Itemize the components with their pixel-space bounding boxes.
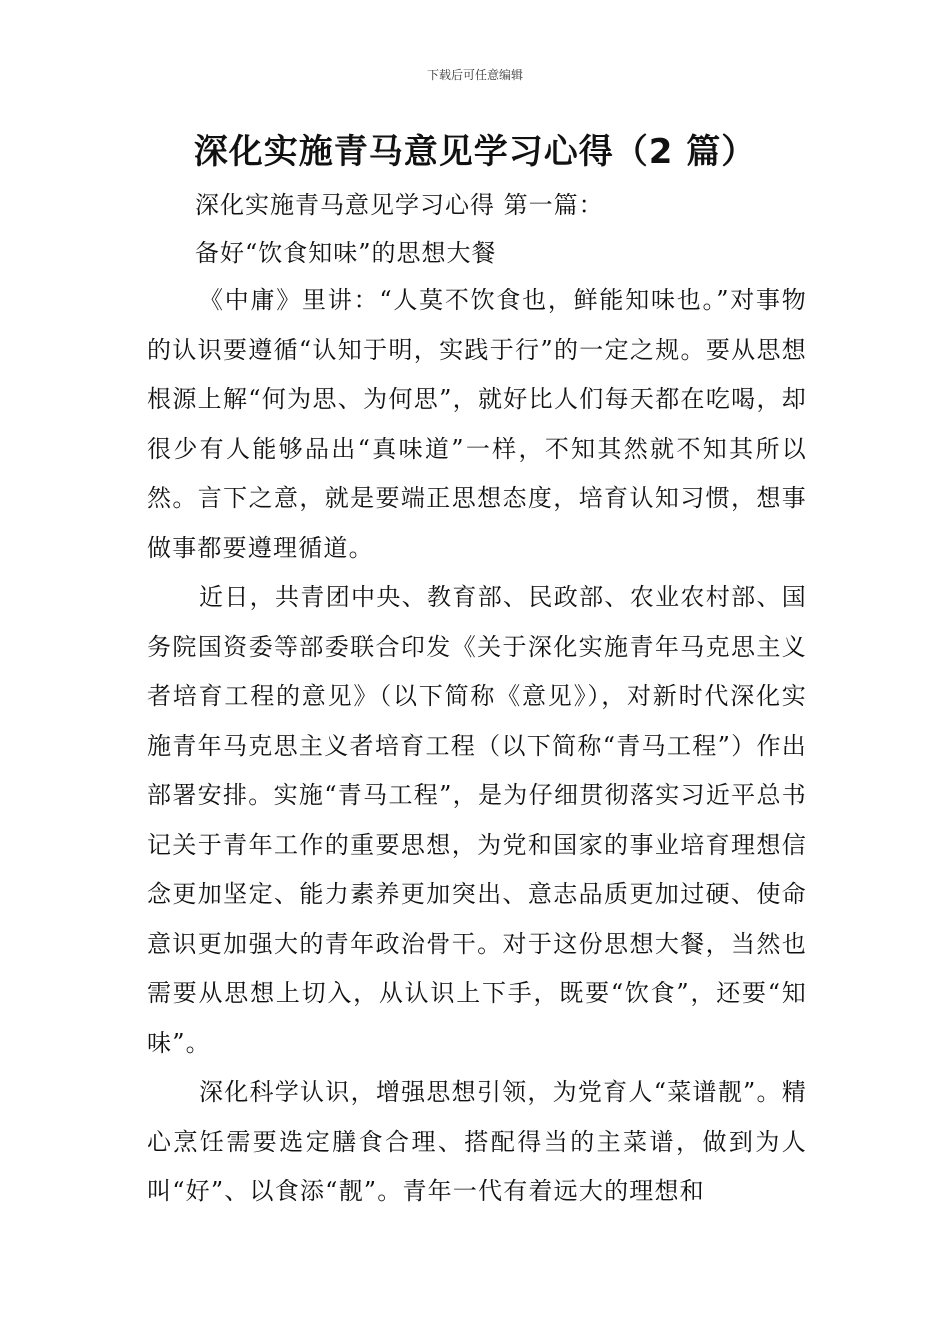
subheading-section-title: 备好“饮食知味”的思想大餐 [195,239,497,267]
paragraph-2: 近日，共青团中央、教育部、民政部、农业农村部、国务院国资委等部委联合印发《关于深化实施青年马克思主义者培育工程的意见》（以下简称《意见》），对新时代深化实施青年马克思主义者培育工程（以下简称“青马工程”）作出部署安排。实施“青马工程”，是为仔细贯彻落实习近平总书记关于青年工作的重要思想，为党和国家的事业培育理想信念更加坚定、能力素养更加突出、意志品质更加过硬、使命意识更加强大的青年政治骨干。对于这份思想大餐，当然也需要从思想上切入，从认识上下手，既要“饮食”，还要“知味”。 [147,583,807,1057]
document-title: 深化实施青马意见学习心得（2 篇） [193,132,757,172]
subheading-part-one: 深化实施青马意见学习心得 第一篇： [195,191,604,219]
header-note: 下载后可任意编辑 [426,68,523,82]
paragraph-1: 《中庸》里讲：“人莫不饮食也，鲜能知味也。”对事物的认识要遵循“认知于明，实践于行”的一定之规。要从思想根源上解“何为思、为何思”，就好比人们每天都在吃喝，却很少有人能够品出“真味道”一样，不知其然就不知其所以然。言下之意，就是要端正思想态度，培育认知习惯，想事做事都要遵理循道。 [147,286,807,562]
paragraph-3: 深化科学认识，增强思想引领，为党育人“菜谱靓”。精心烹饪需要选定膳食合理、搭配得当的主菜谱，做到为人叫“好”、以食添“靓”。青年一代有着远大的理想和 [147,1078,807,1205]
